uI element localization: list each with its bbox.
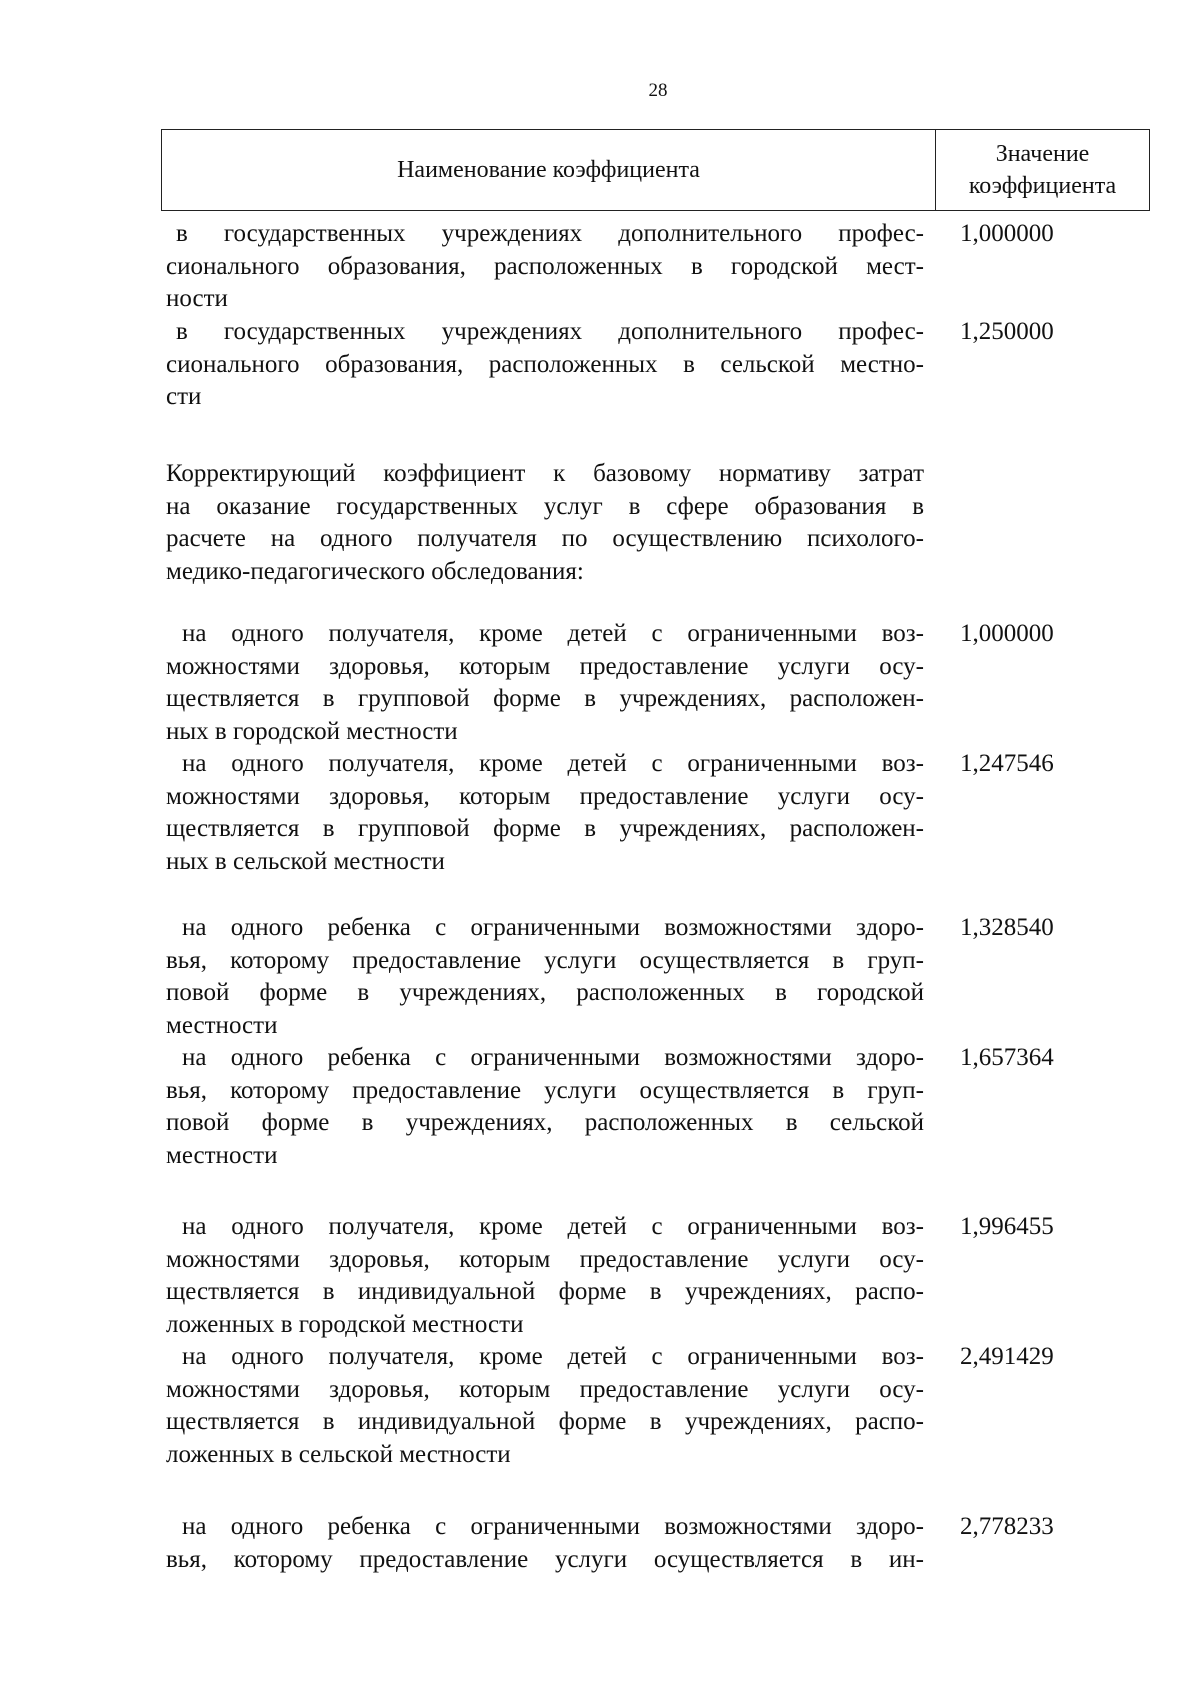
text-line: вья, которому предоставление услуги осуществляется в груп- [166,946,924,974]
text-line: расчете на одного получателя по осуществлению психолого- [166,525,924,552]
text-line: ществляется в индивидуальной форме в учреждениях, распо- [166,1408,924,1435]
text-line: можностями здоровья, которым предоставление услуги осу- [166,652,924,680]
text-line: ных в сельской местности [166,847,445,875]
text-line: можностями здоровья, которым предоставление услуги осу- [166,1245,924,1273]
row-6-value: 2,491429 [960,1343,1054,1370]
section-intro [166,458,924,588]
row-6-text [166,1341,924,1471]
text-line: на одного получателя, кроме детей с ограниченными воз- [182,750,924,777]
text-line: можностями здоровья, которым предоставление услуги осу- [166,782,924,810]
row-4-value: 1,657364 [960,1044,1054,1071]
text-line: в государственных учреждениях дополнительного профес- [176,220,924,247]
text-line: ществляется в индивидуальной форме в учреждениях, распо- [166,1278,924,1305]
row-4-text [166,1042,924,1172]
text-line: на одного получателя, кроме детей с ограниченными воз- [182,620,924,647]
text-line: местности [166,1011,278,1039]
row-top-2-text [166,316,924,414]
row-7-value: 2,778233 [960,1513,1054,1540]
row-5-value: 1,996455 [960,1213,1054,1240]
text-line: на одного ребенка с ограниченными возможностями здоро- [182,914,924,941]
text-line: местности [166,1141,278,1169]
text-line: на одного получателя, кроме детей с ограниченными воз- [182,1213,924,1240]
row-5-text [166,1211,924,1341]
header-name-column: Наименование коэффициента [162,130,936,211]
text-line: на одного ребенка с ограниченными возможностями здоро- [182,1513,924,1540]
page-number: 28 [648,80,668,101]
row-7-text [166,1511,924,1576]
text-line: сионального образования, расположенных в сельской местно- [166,350,924,378]
text-line: повой форме в учреждениях, расположенных в сельской [166,1109,924,1136]
row-top-1-text [166,218,924,316]
text-line: ложенных в городской местности [166,1310,524,1338]
text-line: на одного ребенка с ограниченными возможностями здоро- [182,1044,924,1071]
row-1-text [166,618,924,748]
header-value-line2: коэффициента [968,173,1117,199]
text-line: сти [166,383,202,410]
text-line: на одного получателя, кроме детей с ограниченными воз- [182,1343,924,1370]
text-line: в государственных учреждениях дополнительного профес- [176,318,924,345]
text-line: медико-педагогического обследования: [166,557,584,585]
row-top-2-value: 1,250000 [960,318,1054,345]
row-3-value: 1,328540 [960,914,1054,941]
text-line: ществляется в групповой форме в учреждениях, расположен- [166,815,924,842]
text-line: можностями здоровья, которым предоставление услуги осу- [166,1375,924,1403]
text-line: вья, которому предоставление услуги осуществляется в ин- [166,1545,924,1573]
header-value-line1: Значение [995,141,1090,167]
text-line: вья, которому предоставление услуги осуществляется в груп- [166,1076,924,1104]
row-3-text [166,912,924,1042]
text-line: ложенных в сельской местности [166,1440,511,1468]
text-line: повой форме в учреждениях, расположенных в городской [166,979,924,1006]
table-header [161,129,1150,211]
text-line: ществляется в групповой форме в учреждениях, расположен- [166,685,924,712]
row-2-value: 1,247546 [960,750,1054,777]
row-1-value: 1,000000 [960,620,1054,647]
text-line: сионального образования, расположенных в городской мест- [166,252,924,280]
text-line: Корректирующий коэффициент к базовому нормативу затрат [166,460,924,487]
text-line: ных в городской местности [166,717,458,745]
header-value-column [936,130,1150,211]
row-2-text [166,748,924,878]
text-line: на оказание государственных услуг в сфере образования в [166,492,924,520]
row-top-1-value: 1,000000 [960,220,1054,247]
text-line: ности [166,285,228,312]
